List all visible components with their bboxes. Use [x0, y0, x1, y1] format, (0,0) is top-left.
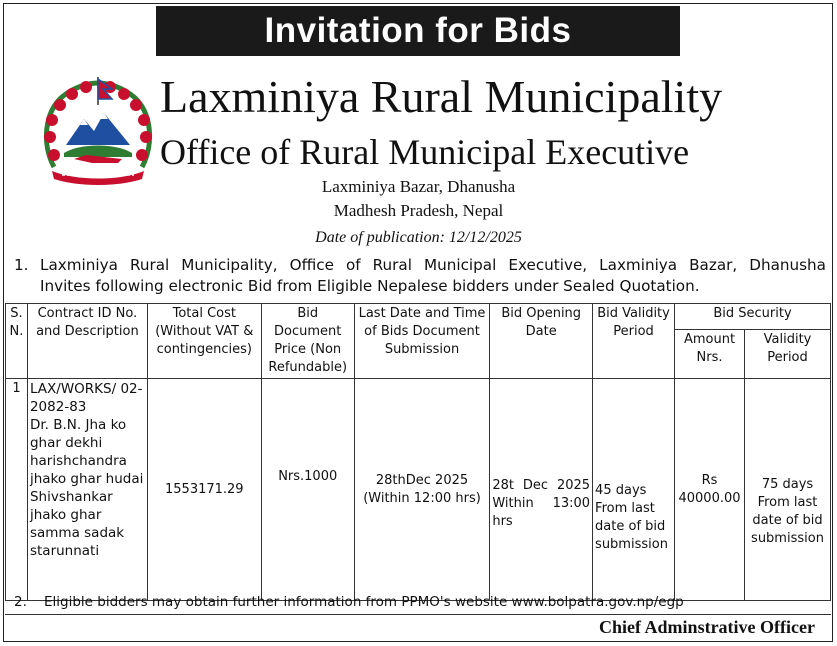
validity-value: 45 days From last date of bid submission	[595, 482, 668, 552]
header-security: Bid Security	[675, 304, 831, 330]
cell-contract	[27, 379, 147, 601]
header-contract: Contract ID No. and Description	[27, 304, 147, 379]
cell-doc-price	[261, 379, 354, 601]
opening-value: 28t Dec 2025 Within 13:00 hrs	[492, 477, 591, 529]
header-doc-price: Bid Document Price (Non Refundable)	[261, 304, 354, 379]
organization-name: Laxminiya Rural Municipality	[160, 71, 723, 122]
cell-opening	[490, 379, 593, 601]
header-sn: S. N.	[6, 304, 28, 379]
cell-sec-validity	[744, 379, 830, 601]
cell-validity	[593, 379, 675, 601]
notice-item-1-text-1: Laxminiya Rural Municipality, Office of Rural Municipal Executive, Laxminiya Bazar, Dhanusha	[40, 256, 826, 274]
office-name: Office of Rural Municipal Executive	[160, 132, 690, 172]
sec-validity-value: 75 days From last date of bid submission	[751, 476, 824, 546]
divider	[5, 614, 831, 615]
doc-price-value: Nrs.1000	[278, 469, 338, 484]
header-opening: Bid Opening Date	[490, 304, 593, 379]
address-line-1: Laxminiya Bazar, Dhanusha	[321, 177, 516, 196]
last-date-value: 28thDec 2025	[375, 472, 469, 488]
table-row	[6, 379, 831, 601]
notice-item-2-number: 2.	[14, 594, 27, 610]
contract-description: Dr. B.N. Jha ko ghar dekhi harishchandra jhako ghar hudai Shivshankar jhako ghar samma sadak starunnati	[29, 417, 144, 559]
notice-item-2	[14, 594, 684, 610]
notice-item-2-text: Eligible bidders may obtain further information from PPMO's website www.bolpatra.gov.np/egp	[44, 594, 684, 610]
notice-item-1-number: 1.	[14, 256, 29, 274]
header-last-date: Last Date and Time of Bids Document Submission	[354, 304, 490, 379]
nepal-emblem-icon	[40, 75, 156, 187]
header-amount: Amount Nrs.	[675, 330, 745, 379]
cell-total-cost: 1553171.29	[147, 379, 261, 601]
bids-table	[5, 303, 831, 601]
address-line-2: Madhesh Pradesh, Nepal	[333, 201, 504, 220]
cell-last-date	[354, 379, 490, 601]
header-validity: Bid Validity Period	[593, 304, 675, 379]
signer-title: Chief Adminstrative Officer	[599, 617, 815, 637]
cell-amount: Rs 40000.00	[675, 379, 745, 601]
banner-title: Invitation for Bids	[156, 6, 680, 56]
notice-item-1-line-1	[14, 255, 826, 276]
notice-item-1	[14, 255, 826, 297]
publication-date: Date of publication: 12/12/2025	[315, 229, 522, 246]
contract-id: LAX/WORKS/ 02-2082-83	[29, 381, 143, 415]
header-total-cost: Total Cost (Without VAT & contingencies)	[147, 304, 261, 379]
notice-item-1-line-2: Invites following electronic Bid from Eligible Nepalese bidders under Sealed Quotation.	[40, 277, 700, 295]
last-time-value: (Within 12:00 hrs)	[363, 490, 481, 506]
header-sec-validity: Validity Period	[744, 330, 830, 379]
cell-sn: 1	[6, 379, 28, 601]
